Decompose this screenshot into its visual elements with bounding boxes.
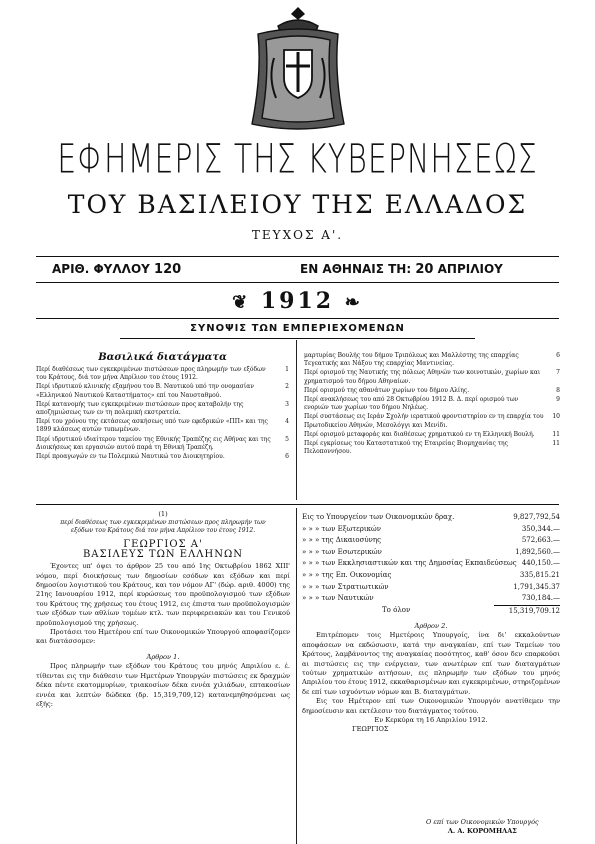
contents-entry xyxy=(304,440,560,456)
synopsis-heading: ΣΥΝΟΨΙΣ ΤΩΝ ΕΜΠΕΡΙΕΧΟΜΕΝΩΝ xyxy=(190,323,405,334)
contents-entry-text: Περί ορισμού μεταφοράς και διαθέσεως χρηματικού εν τη Ελληνική Βουλή. xyxy=(304,430,535,438)
year-banner xyxy=(0,288,595,314)
contents-heading: Βασιλικά διατάγματα xyxy=(98,352,227,363)
budget-label: » » » της Δικαιοσύνης xyxy=(302,536,381,545)
budget-row xyxy=(302,593,560,605)
article-2 xyxy=(302,622,560,735)
contents-left xyxy=(36,348,289,462)
contents-entry xyxy=(304,369,560,385)
contents-entry-text: Περί ιδρυτικού ιδιαίτερου ταμείου της Εθνικής Τραπέζης εις Αθήνας και της Διοικήσεως και εργασιών αυτού παρά τη Εθνική Τραπέζη. xyxy=(36,435,271,451)
budget-table xyxy=(302,512,560,617)
contents-entry-page: 8 xyxy=(556,386,560,394)
contents-entry xyxy=(304,387,560,395)
issue-label: ΤΕΥΧΟΣ Α'. xyxy=(251,228,344,242)
budget-value: 1,892,560.— xyxy=(515,547,560,556)
article-1-text: Προς πληρωμήν των εξόδων του Κράτους του μηνός Απριλίου ε. έ. τίθενται εις την διάθεσιν των Ημετέρων Υπουργών πιστώσεις εκ δραχμών δέκα πέντε εκατομμυρίων, τριακοσίων δέκα εννέα χιλιάδων, επτακοσίων εννέα και λεπτών δώδεκα (δρ. 15,319,709,12) κατανεμηθησόμεναι ως εξής: xyxy=(36,662,290,708)
budget-label: » » » των Εσωτερικών xyxy=(302,547,382,556)
king-signature: ΓΕΩΡΓΙΟΣ xyxy=(352,725,389,734)
budget-row xyxy=(302,547,560,559)
ornament-icon: ❦ xyxy=(232,292,251,313)
sheet-number: 120 xyxy=(154,262,182,277)
king-name: ΓΕΩΡΓΙΟΣ Α' xyxy=(123,539,203,551)
budget-value: 572,663.— xyxy=(521,536,560,545)
contents-entry xyxy=(304,431,560,439)
budget-label: Το όλον xyxy=(382,605,411,614)
budget-value: 335,815.21 xyxy=(519,570,560,579)
contents-entry-page: 1 xyxy=(285,366,289,373)
contents-right xyxy=(304,352,560,457)
contents-entry-page: 11 xyxy=(552,430,560,438)
contents-entry xyxy=(304,396,560,412)
king-title: ΒΑΣΙΛΕΥΣ ΤΩΝ ΕΛΛΗΝΩΝ xyxy=(82,548,244,560)
divider xyxy=(36,504,559,505)
budget-value: 730,184.— xyxy=(521,594,560,603)
decree-number: (1) xyxy=(158,510,168,518)
contents-entry xyxy=(36,366,289,382)
budget-row xyxy=(302,582,560,594)
budget-value: 9,827,792,54 xyxy=(513,513,560,521)
budget-row xyxy=(302,558,560,570)
decree-body xyxy=(36,510,290,709)
contents-entry xyxy=(36,453,289,461)
contents-entry-page: 11 xyxy=(552,440,560,448)
minister-name: Λ. Α. ΚΟΡΟΜΗΛΑΣ xyxy=(447,827,517,835)
budget-value: 1,791,345.37 xyxy=(513,582,560,591)
contents-entry-text: μαρτυρίας Βουλής του δήμου Τριπόλεως και Μαλλέστης της επαρχίας Τεγεατικής και Νάξου της επαρχίας Μαντινείας. xyxy=(304,352,519,368)
contents-entry-page: 5 xyxy=(285,435,289,443)
minister-title: Ο επί των Οικονομικών Υπουργός xyxy=(426,818,539,826)
divider xyxy=(120,338,475,339)
budget-label: » » » των Στρατιωτικών xyxy=(302,582,389,591)
budget-value: 440,150.— xyxy=(521,559,560,568)
decree-date: Εν Κερκύρα τη 16 Απριλίου 1912. xyxy=(374,716,488,725)
contents-entry-text: Περί εγκρίσεως του Καταστατικού της Εταιρείας Βιομηχανίας της Πελοποννήσου. xyxy=(304,440,509,456)
budget-row xyxy=(302,535,560,547)
contents-entry-text: Περί ορισμού της Ναυτικής της πόλεως Αθηνών των κοινοτικών, χωρίων και χρηματισμού του δήμου Αθηναίων. xyxy=(304,369,541,385)
budget-row xyxy=(302,570,560,582)
article-2-text: Επιτρέπομεν τοις Ημετέροις Υπουργοίς, ίνα δι' εκκαλούντων αποφάσεων να εκδώσωσιν, κατά την αναγκαίαν, επί των Ταμείων του Κράτους, λαμβάνοντος της αναγκαίας ποσότητος, καθ' όσον δεν επαρκούσι αι πιστώσεις εις την ενέργειαν, των ανωτέρων επί των διαταγμάτων τούτων χρηματικών αιτήσεων, εις πληρωμήν των εξόδων του μηνός Απριλίου του έτους 1912, εκκαθαρισμένων και εγκεκριμένων, στηριζομένων δε επί των ισχυόντων νόμων και Β. διαταγμάτων. xyxy=(302,631,560,696)
contents-entry-page: 4 xyxy=(285,418,289,426)
contents-entry-text: Περί κατανομής των εγκεκριμένων πιστώσεων προς καταβολήν της αποζημιώσεως των εν τη πολεμική εκστρατεία. xyxy=(36,400,244,417)
minister-signature xyxy=(426,818,539,836)
contents-entry-text: Περί ιδρυτικού κλινικής εξαμήνου του Β. Ναυτικού υπό την ονομασίαν «Ελληνικού Ναυτικού Καταστήματος» επί του Ναυσταθμού. xyxy=(36,383,254,399)
decree-proposal: Προτάσει του Ημετέρου επί των Οικονομικών Υπουργού αποφασίζομεν και διατάσσομεν: xyxy=(36,628,290,646)
column-divider xyxy=(296,340,297,500)
budget-label: » » » της Επ. Οικονομίας xyxy=(302,570,392,579)
article-2-title: Άρθρον 2. xyxy=(414,622,448,630)
gazette-subtitle: ΤΟΥ ΒΑΣΙΛΕΙΟΥ ΤΗΣ ΕΛΛΑΔΟΣ xyxy=(67,190,528,219)
column-divider xyxy=(296,508,297,844)
place-date: ΕΝ ΑΘΗΝΑΙΣ ΤΗ: xyxy=(300,262,412,276)
contents-entry-text: Περί συστάσεως εις Ιεράν Σχολήν ιερατικού φροντιστηρίου εν τη επαρχία του Πρωτοδικείου Αθηνών, Μεσολόγγι και Μενίδι. xyxy=(304,413,544,429)
contents-entry-page: 7 xyxy=(556,369,560,377)
contents-entry xyxy=(36,418,289,434)
contents-entry-text: Περί ορισμού της αθανάτων χωρίων του δήμου Αλίης. xyxy=(304,386,470,394)
divider xyxy=(36,256,559,257)
contents-entry-text: Περί ανακλήσεως του από 28 Οκτωβρίου 1912 Β. Δ. περί ορισμού των ενοριών των χωρίων του δήμου Νηλέως. xyxy=(304,396,519,412)
contents-entry xyxy=(304,413,560,429)
contents-entry-page: 6 xyxy=(556,352,560,359)
contents-entry xyxy=(304,352,560,368)
contents-entry-text: Περί διαθέσεως των εγκεκριμένων πιστώσεων προς πληρωμήν των εξόδων του Κράτους, διά τον μήνα Απρίλιον του έτους 1912. xyxy=(36,366,266,382)
article-1-title: Άρθρον 1. xyxy=(146,652,180,661)
budget-label: Εις το Υπουργείον των Οικονομικών δραχ. xyxy=(302,513,455,521)
decree-summary: περί διαθέσεως των εγκεκριμένων πιστώσεων προς πληρωμήν των εξόδων του Κράτους διά τον μήνα Απρίλιον του έτους 1912. xyxy=(60,519,266,535)
divider xyxy=(36,282,559,283)
budget-label: » » » των Εξωτερικών xyxy=(302,524,381,533)
contents-entry xyxy=(36,436,289,452)
date-month: ΑΠΡΙΛΙΟΥ xyxy=(437,262,503,276)
gazette-title: ΕΦΗΜΕΡΙΣ ΤΗΣ ΚΥΒΕΡΝΗΣΕΩΣ xyxy=(57,136,538,184)
sheet-label: ΑΡΙΘ. ΦΥΛΛΟΥ xyxy=(52,262,150,276)
contents-entry xyxy=(36,401,289,417)
year: 1912 xyxy=(260,288,335,314)
sheet-number-line xyxy=(52,262,181,277)
budget-row xyxy=(302,512,560,524)
contents-entry-page: 6 xyxy=(285,453,289,461)
royal-coat-of-arms-icon xyxy=(248,4,348,132)
contents-entry-text: Περί προαγωγών εν τω Πολεμικώ Ναυτικώ του Διοικητηρίου. xyxy=(36,453,225,461)
budget-row xyxy=(302,605,560,618)
budget-label: » » » των Ναυτικών xyxy=(302,594,374,603)
budget-value: 15,319,709.12 xyxy=(494,605,560,618)
decree-preamble: Έχοντες υπ' όψει το άρθρον 25 του από 1ης Οκτωβρίου 1862 ΧΙΙΙ' νόμου, περί διοικήσεως των δημοσίων εσόδων και εξόδων και περί δημοσίου λογιστικού του Κράτους, και τον νόμον ΑΓ' (δώρ. αριθ. 4000) της 21ης Ιανουαρίου 1912, περί κυρώσεως του προϋπολογισμού των εξόδων του Κράτους της χρήσεως του έτους 1912, εις έπιστα των προϋπολογισμών των εξόδων των αθλίων τομέων κτλ. των περιφερειακών και του Γενικού προϋπολογισμού της χρήσεως. xyxy=(36,562,290,627)
contents-entry-page: 3 xyxy=(285,400,289,408)
contents-entry-page: 9 xyxy=(556,396,560,404)
budget-value: 350,344.— xyxy=(521,524,560,533)
contents-entry-page: 10 xyxy=(552,413,560,421)
budget-row xyxy=(302,524,560,536)
divider xyxy=(36,318,559,319)
date-line xyxy=(300,262,503,277)
ornament-icon: ❧ xyxy=(344,292,363,313)
date-day: 20 xyxy=(415,262,434,277)
contents-entry-text: Περί του χρόνου της εκτάσεως ασκήσεως υπό των εφεδρικών «ΠΠ» και της 1899 κλάσεως αυτών τυπωμένων. xyxy=(36,418,268,434)
execution-clause: Εις τον Ημέτερον επί των Οικονομικών Υπουργόν ανατίθεμεν την δημοσίευσιν και εκτέλεσιν του διατάγματος τούτου. xyxy=(302,697,560,715)
contents-entry xyxy=(36,383,289,399)
budget-label: » » » των Εκκλησιαστικών και της Δημοσίας Εκπαιδεύσεως xyxy=(302,559,517,568)
contents-entry-page: 2 xyxy=(285,383,289,391)
